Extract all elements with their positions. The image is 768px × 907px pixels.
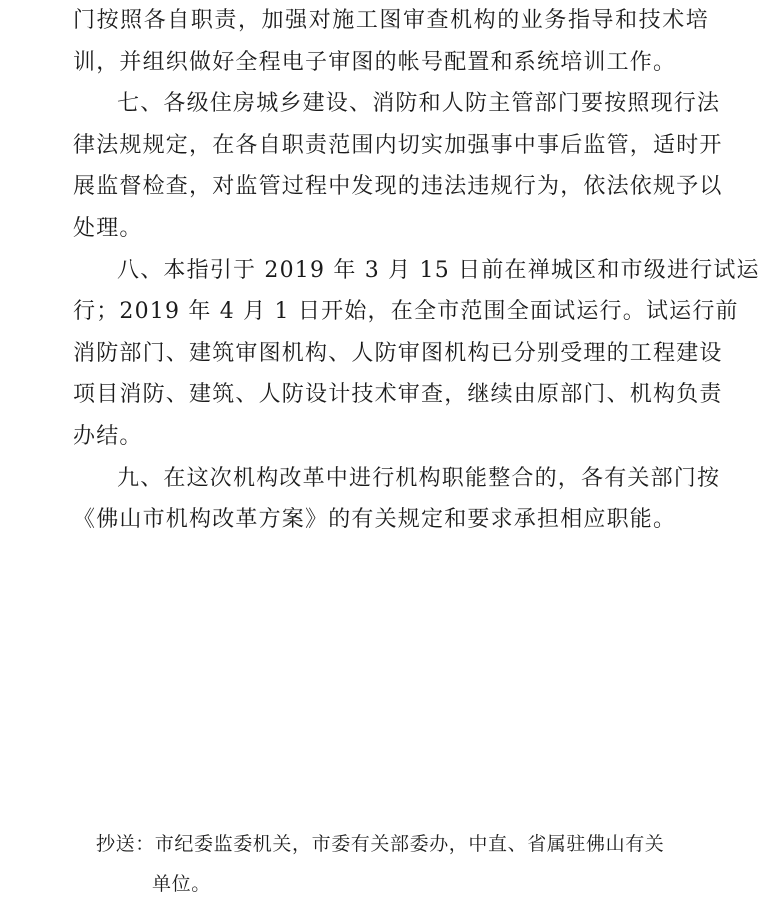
text-line: 七、各级住房城乡建设、消防和人防主管部门要按照现行法 [117,91,721,117]
cc-block [96,824,716,904]
text-line: 办结。 [73,423,143,449]
text-line: 展监督检查，对监管过程中发现的违法违规行为，依法依规予以 [73,174,723,200]
text-line: 消防部门、建筑审图机构、人防审图机构已分别受理的工程建设 [73,340,723,366]
text-line: 处理。 [73,215,143,241]
text-line: 律法规规定，在各自职责范围内切实加强事中事后监管，适时开 [73,132,723,158]
text-line: 八、本指引于 2019 年 3 月 15 日前在禅城区和市级进行试运 [117,257,760,283]
paragraph-6-continuation [73,0,709,83]
text-line: 《佛山市机构改革方案》的有关规定和要求承担相应职能。 [73,507,677,533]
text-line: 训，并组织做好全程电子审图的帐号配置和系统培训工作。 [73,49,677,75]
text-line: 项目消防、建筑、人防设计技术审查，继续由原部门、机构负责 [73,382,723,408]
cc-line-continuation: 单位。 [152,873,211,895]
paragraph-9 [73,458,721,541]
text-line: 行；2019 年 4 月 1 日开始，在全市范围全面试运行。试运行前 [73,299,739,325]
text-line: 九、在这次机构改革中进行机构职能整合的，各有关部门按 [117,465,721,491]
text-line: 门按照各自职责，加强对施工图审查机构的业务指导和技术培 [73,8,709,33]
paragraph-7 [73,83,723,249]
paragraph-8 [73,250,760,458]
document-body [73,0,760,541]
cc-line: 抄送：市纪委监委机关，市委有关部委办，中直、省属驻佛山有关 [96,833,665,855]
